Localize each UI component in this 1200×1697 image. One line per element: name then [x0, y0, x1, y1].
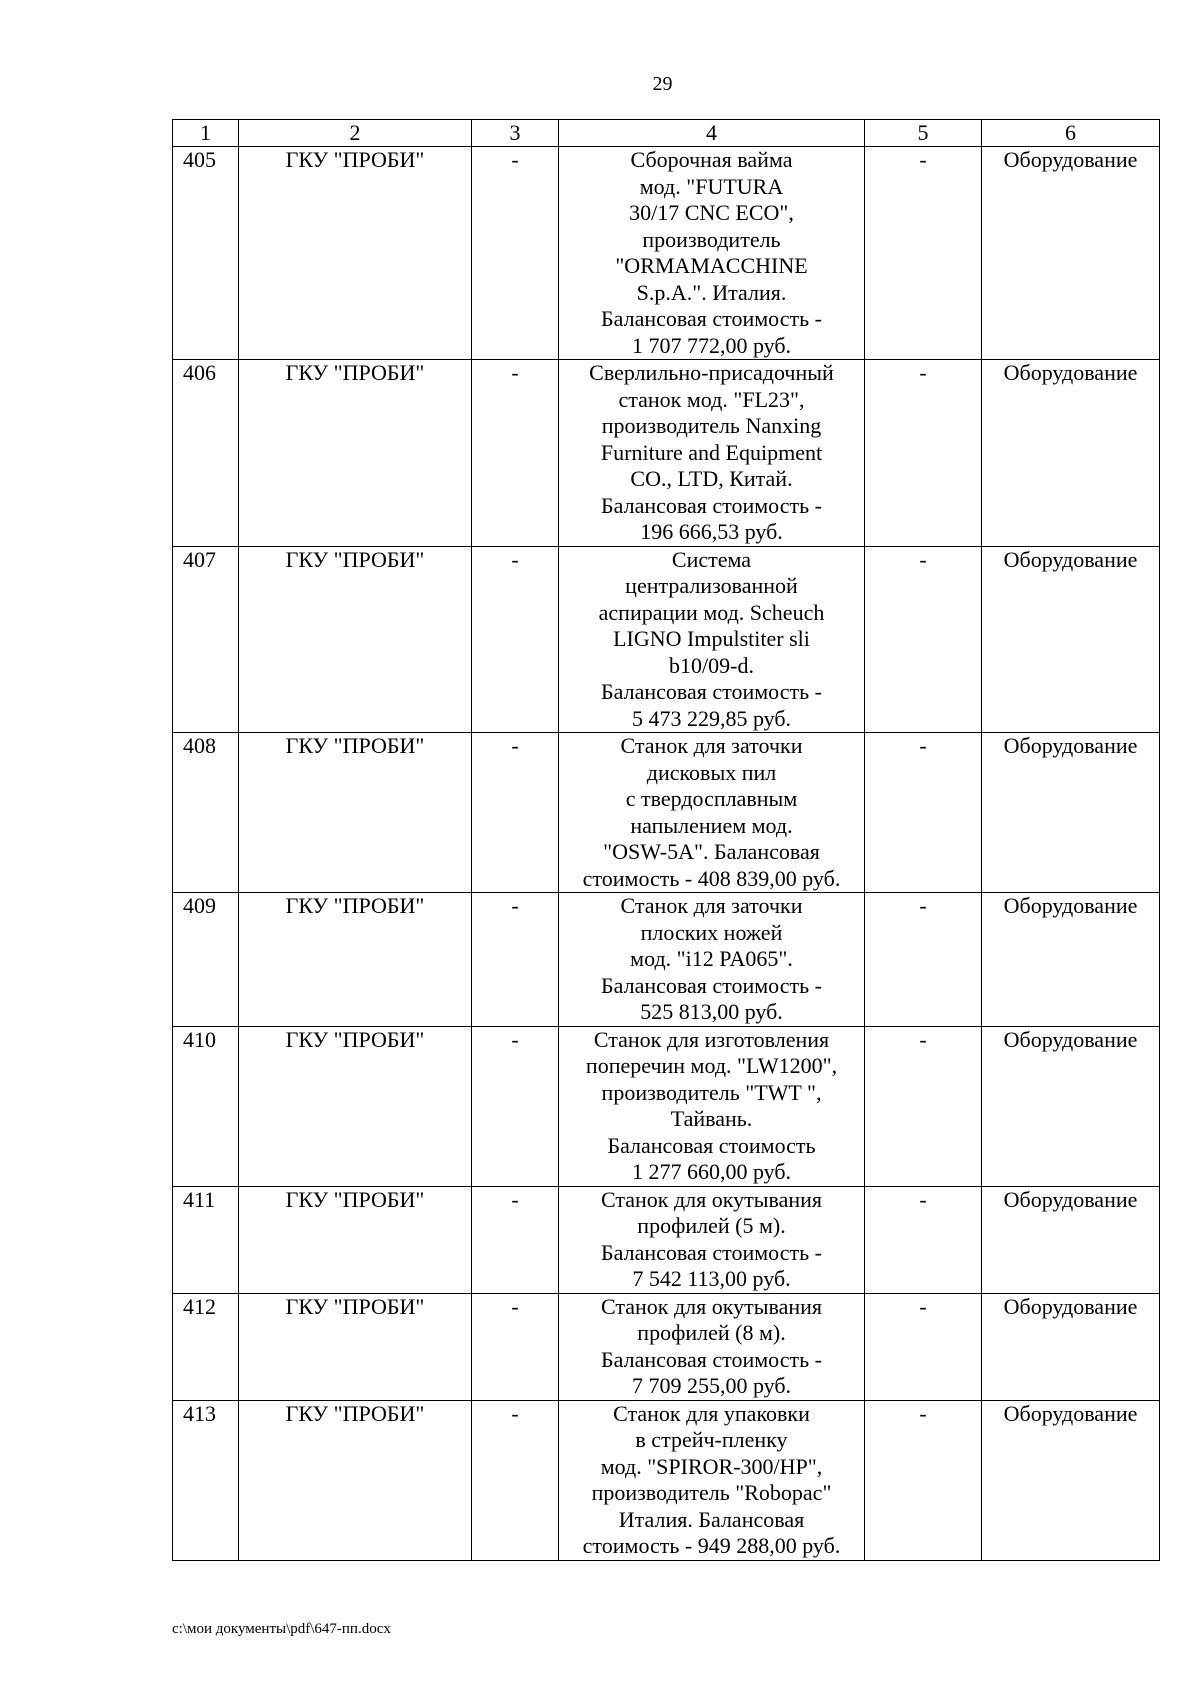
row-number-cell: 408: [173, 733, 239, 893]
table-row: [173, 733, 1160, 893]
row-number-cell: 406: [173, 360, 239, 547]
description-line: CO., LTD, Китай.: [630, 466, 793, 491]
column-header: 4: [559, 120, 865, 147]
row-number-cell: 411: [173, 1186, 239, 1293]
description-line: Балансовая стоимость -: [601, 1346, 822, 1372]
description-line: станок мод. "FL23",: [618, 386, 805, 412]
description-line: 1 277 660,00 руб.: [631, 1159, 792, 1184]
description-line: "OSW-5A". Балансовая: [603, 839, 820, 864]
organization-cell: ГКУ "ПРОБИ": [239, 893, 472, 1027]
description-cell: [559, 1186, 865, 1293]
description-line: 7 709 255,00 руб.: [631, 1373, 792, 1398]
description-line: Балансовая стоимость -: [601, 306, 822, 331]
description-line: LIGNO Impulstiter sli: [613, 626, 810, 651]
column3-cell: -: [472, 360, 559, 547]
organization-cell: ГКУ "ПРОБИ": [239, 360, 472, 547]
column5-cell: -: [865, 1026, 982, 1186]
organization-cell: ГКУ "ПРОБИ": [239, 147, 472, 360]
description-cell: [559, 1293, 865, 1400]
description-line: производитель Nanxing: [601, 413, 822, 438]
property-table: [172, 119, 1160, 1561]
description-line: плоских ножей: [640, 919, 783, 945]
property-type-cell: Оборудование: [982, 1293, 1160, 1400]
description-line: 196 666,53 руб.: [640, 519, 783, 544]
column3-cell: -: [472, 1293, 559, 1400]
description-line: Станок для окутывания: [600, 1293, 823, 1319]
column3-cell: -: [472, 1186, 559, 1293]
description-line: b10/09-d.: [669, 652, 754, 678]
description-line: с твердосплавным: [625, 786, 798, 811]
description-line: Сверлильно-присадочный: [589, 360, 834, 385]
description-cell: [559, 1026, 865, 1186]
table-row: [173, 1026, 1160, 1186]
description-line: профилей (8 м).: [637, 1320, 786, 1345]
description-cell: [559, 360, 865, 547]
column-header: 5: [865, 120, 982, 147]
column5-cell: -: [865, 1186, 982, 1293]
property-type-cell: Оборудование: [982, 360, 1160, 547]
description-line: "ORMAMACCHINE: [615, 253, 808, 278]
table-row: [173, 1186, 1160, 1293]
row-number-cell: 409: [173, 893, 239, 1027]
column-header: 3: [472, 120, 559, 147]
description-line: аспирации мод. Scheuch: [598, 599, 825, 625]
column-header: 6: [982, 120, 1160, 147]
description-line: Станок для окутывания: [600, 1186, 823, 1212]
description-line: Станок для заточки: [620, 733, 803, 758]
description-line: Тайвань.: [670, 1106, 753, 1131]
file-path-footer: c:\мои документы\pdf\647-пп.docx: [172, 1621, 391, 1637]
description-line: централизованной: [625, 573, 798, 598]
property-type-cell: Оборудование: [982, 733, 1160, 893]
description-line: профилей (5 м).: [637, 1213, 786, 1238]
description-line: 525 813,00 руб.: [640, 999, 783, 1024]
property-type-cell: Оборудование: [982, 546, 1160, 733]
table-row: [173, 546, 1160, 733]
column-header: 1: [173, 120, 239, 147]
column5-cell: -: [865, 893, 982, 1027]
description-line: производитель "TWT ",: [601, 1079, 822, 1105]
table-row: [173, 893, 1160, 1027]
table-row: [173, 147, 1160, 360]
description-cell: [559, 893, 865, 1027]
description-line: 5 473 229,85 руб.: [631, 705, 792, 731]
column5-cell: -: [865, 1293, 982, 1400]
description-line: производитель "Robopac": [591, 1480, 832, 1505]
column3-cell: -: [472, 546, 559, 733]
description-cell: [559, 1400, 865, 1560]
description-line: мод. "SPIROR-300/HP",: [600, 1453, 823, 1479]
column5-cell: -: [865, 546, 982, 733]
row-number-cell: 405: [173, 147, 239, 360]
page-number: 29: [652, 73, 673, 95]
column3-cell: -: [472, 1400, 559, 1560]
table-header-row: [173, 120, 1160, 147]
organization-cell: ГКУ "ПРОБИ": [239, 546, 472, 733]
column3-cell: -: [472, 733, 559, 893]
description-line: напылением мод.: [630, 812, 793, 838]
column-header: 2: [239, 120, 472, 147]
description-cell: [559, 733, 865, 893]
description-line: Балансовая стоимость: [607, 1132, 816, 1158]
description-line: стоимость - 408 839,00 руб.: [582, 865, 841, 891]
description-line: мод. "i12 PA065".: [630, 946, 793, 971]
description-cell: [559, 147, 865, 360]
description-line: Система: [671, 546, 752, 572]
description-line: в стрейч-пленку: [635, 1427, 788, 1452]
description-line: Италия. Балансовая: [618, 1506, 805, 1532]
column3-cell: -: [472, 147, 559, 360]
row-number-cell: 413: [173, 1400, 239, 1560]
organization-cell: ГКУ "ПРОБИ": [239, 733, 472, 893]
property-type-cell: Оборудование: [982, 1186, 1160, 1293]
description-line: дисковых пил: [646, 759, 777, 785]
table-row: [173, 1293, 1160, 1400]
description-line: Станок для упаковки: [613, 1400, 810, 1426]
organization-cell: ГКУ "ПРОБИ": [239, 1293, 472, 1400]
description-line: Балансовая стоимость -: [601, 1239, 822, 1265]
property-type-cell: Оборудование: [982, 1026, 1160, 1186]
organization-cell: ГКУ "ПРОБИ": [239, 1400, 472, 1560]
description-line: Станок для заточки: [620, 893, 803, 918]
description-line: 1 707 772,00 руб.: [631, 332, 792, 358]
property-type-cell: Оборудование: [982, 147, 1160, 360]
description-cell: [559, 546, 865, 733]
column5-cell: -: [865, 147, 982, 360]
description-line: Балансовая стоимость -: [601, 492, 822, 518]
column3-cell: -: [472, 1026, 559, 1186]
description-line: Furniture and Equipment: [600, 439, 823, 465]
organization-cell: ГКУ "ПРОБИ": [239, 1026, 472, 1186]
table-row: [173, 360, 1160, 547]
property-type-cell: Оборудование: [982, 893, 1160, 1027]
row-number-cell: 407: [173, 546, 239, 733]
description-line: Станок для изготовления: [593, 1026, 830, 1052]
column3-cell: -: [472, 893, 559, 1027]
description-line: 7 542 113,00 руб.: [632, 1266, 791, 1291]
table-row: [173, 1400, 1160, 1560]
description-line: S.p.A.". Италия.: [636, 279, 787, 305]
column5-cell: -: [865, 733, 982, 893]
row-number-cell: 410: [173, 1026, 239, 1186]
description-line: стоимость - 949 288,00 руб.: [582, 1533, 841, 1558]
description-line: 30/17 CNC ECO",: [629, 200, 794, 225]
description-line: Сборочная вайма: [630, 147, 793, 172]
column5-cell: -: [865, 1400, 982, 1560]
row-number-cell: 412: [173, 1293, 239, 1400]
description-line: Балансовая стоимость -: [601, 972, 822, 998]
description-line: Балансовая стоимость -: [601, 679, 822, 704]
description-line: мод. "FUTURA: [639, 173, 784, 199]
organization-cell: ГКУ "ПРОБИ": [239, 1186, 472, 1293]
column5-cell: -: [865, 360, 982, 547]
description-line: производитель: [642, 226, 781, 252]
description-line: поперечин мод. "LW1200",: [585, 1053, 838, 1078]
property-type-cell: Оборудование: [982, 1400, 1160, 1560]
